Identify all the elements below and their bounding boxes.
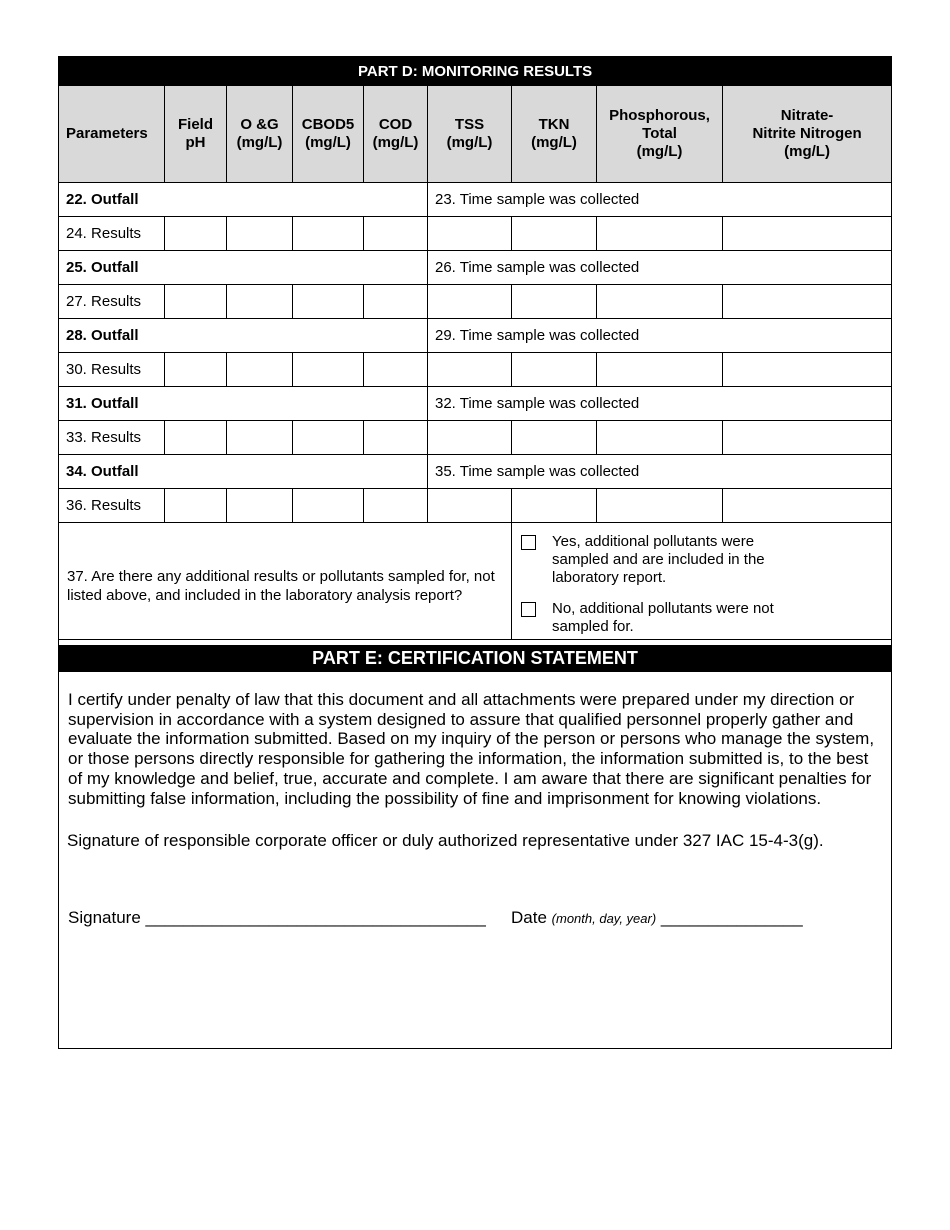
monitoring-table <box>58 56 892 640</box>
results-label: 27. Results <box>59 285 165 319</box>
result-input-cell[interactable] <box>293 285 364 319</box>
signature-field[interactable] <box>68 908 486 928</box>
outfall-row <box>59 455 892 489</box>
result-input-cell[interactable] <box>723 353 892 387</box>
result-input-cell[interactable] <box>165 489 227 523</box>
result-input-cell[interactable] <box>512 421 597 455</box>
outfall-row <box>59 319 892 353</box>
outfall-rows <box>59 183 892 523</box>
column-header: Phosphorous, Total (mg/L) <box>597 86 723 183</box>
result-input-cell[interactable] <box>512 353 597 387</box>
results-row <box>59 285 892 319</box>
yes-option[interactable] <box>521 533 883 587</box>
result-input-cell[interactable] <box>227 421 293 455</box>
result-input-cell[interactable] <box>227 285 293 319</box>
result-input-cell[interactable] <box>597 353 723 387</box>
result-input-cell[interactable] <box>512 285 597 319</box>
time-collected-label[interactable]: 35. Time sample was collected <box>428 455 892 489</box>
result-input-cell[interactable] <box>165 217 227 251</box>
date-hint: (month, day, year) <box>551 911 657 926</box>
result-input-cell[interactable] <box>227 489 293 523</box>
results-label: 33. Results <box>59 421 165 455</box>
certification-statement: I certify under penalty of law that this document and all attachments were prepared under my direction or supervision in accordance with a system designed to assure that qualified personnel properly gather and evaluate the information submitted. Based on my inquiry of the person or persons who manage the system, or those persons directly responsible for gathering the information, the information submitted is, to the best of my knowledge and belief, true, accurate and complete. I am aware that there are significant penalties for submitting false information, including the possibility of fine and imprisonment for knowing violations. <box>68 690 875 808</box>
column-header: TKN (mg/L) <box>512 86 597 183</box>
column-header: COD (mg/L) <box>364 86 428 183</box>
result-input-cell[interactable] <box>165 421 227 455</box>
column-header: TSS (mg/L) <box>428 86 512 183</box>
results-label: 24. Results <box>59 217 165 251</box>
result-input-cell[interactable] <box>723 489 892 523</box>
result-input-cell[interactable] <box>364 421 428 455</box>
result-input-cell[interactable] <box>293 489 364 523</box>
column-header: Nitrate- Nitrite Nitrogen (mg/L) <box>723 86 892 183</box>
result-input-cell[interactable] <box>227 217 293 251</box>
results-row <box>59 421 892 455</box>
result-input-cell[interactable] <box>165 285 227 319</box>
result-input-cell[interactable] <box>428 421 512 455</box>
result-input-cell[interactable] <box>723 217 892 251</box>
no-checkbox[interactable] <box>521 602 536 617</box>
date-label: Date <box>511 908 547 927</box>
result-input-cell[interactable] <box>293 353 364 387</box>
result-input-cell[interactable] <box>597 217 723 251</box>
time-collected-label[interactable]: 26. Time sample was collected <box>428 251 892 285</box>
column-header-row <box>59 86 892 183</box>
outfall-label[interactable]: 25. Outfall <box>59 251 428 285</box>
result-input-cell[interactable] <box>428 217 512 251</box>
question-37: 37. Are there any additional results or pollutants sampled for, not listed above, and included in the laboratory analysis report? <box>59 523 512 640</box>
column-header: Parameters <box>59 86 165 183</box>
result-input-cell[interactable] <box>723 285 892 319</box>
part-d-title: PART D: MONITORING RESULTS <box>59 57 892 86</box>
time-collected-label[interactable]: 23. Time sample was collected <box>428 183 892 217</box>
outfall-label[interactable]: 34. Outfall <box>59 455 428 489</box>
no-label: No, additional pollutants were not sampled for. <box>552 600 774 635</box>
result-input-cell[interactable] <box>165 353 227 387</box>
result-input-cell[interactable] <box>597 489 723 523</box>
time-collected-label[interactable]: 29. Time sample was collected <box>428 319 892 353</box>
result-input-cell[interactable] <box>597 285 723 319</box>
outfall-row <box>59 251 892 285</box>
result-input-cell[interactable] <box>428 353 512 387</box>
yes-label: Yes, additional pollutants were sampled and are included in the laboratory report. <box>552 533 765 586</box>
result-input-cell[interactable] <box>364 285 428 319</box>
results-row <box>59 217 892 251</box>
date-blank[interactable]: _______________ <box>660 908 803 927</box>
question-37-options <box>512 523 892 640</box>
result-input-cell[interactable] <box>723 421 892 455</box>
result-input-cell[interactable] <box>364 353 428 387</box>
time-collected-label[interactable]: 32. Time sample was collected <box>428 387 892 421</box>
result-input-cell[interactable] <box>293 217 364 251</box>
signature-statement: Signature of responsible corporate officer or duly authorized representative under 327 IAC 15-4-3(g). <box>67 831 824 850</box>
result-input-cell[interactable] <box>293 421 364 455</box>
part-e-title: PART E: CERTIFICATION STATEMENT <box>59 645 891 672</box>
outfall-label[interactable]: 28. Outfall <box>59 319 428 353</box>
result-input-cell[interactable] <box>364 489 428 523</box>
column-header: O &G (mg/L) <box>227 86 293 183</box>
result-input-cell[interactable] <box>428 285 512 319</box>
outfall-row <box>59 183 892 217</box>
result-input-cell[interactable] <box>512 489 597 523</box>
no-option[interactable] <box>521 600 883 636</box>
monitoring-form <box>58 56 892 1049</box>
column-header: CBOD5 (mg/L) <box>293 86 364 183</box>
result-input-cell[interactable] <box>428 489 512 523</box>
result-input-cell[interactable] <box>512 217 597 251</box>
results-row <box>59 353 892 387</box>
outfall-row <box>59 387 892 421</box>
results-label: 30. Results <box>59 353 165 387</box>
results-row <box>59 489 892 523</box>
yes-checkbox[interactable] <box>521 535 536 550</box>
result-input-cell[interactable] <box>597 421 723 455</box>
signature-label: Signature <box>68 908 141 927</box>
results-label: 36. Results <box>59 489 165 523</box>
signature-blank[interactable]: ____________________________________ <box>145 908 486 927</box>
date-field[interactable] <box>511 908 803 928</box>
result-input-cell[interactable] <box>364 217 428 251</box>
result-input-cell[interactable] <box>227 353 293 387</box>
outfall-label[interactable]: 22. Outfall <box>59 183 428 217</box>
column-header: Field pH <box>165 86 227 183</box>
outfall-label[interactable]: 31. Outfall <box>59 387 428 421</box>
